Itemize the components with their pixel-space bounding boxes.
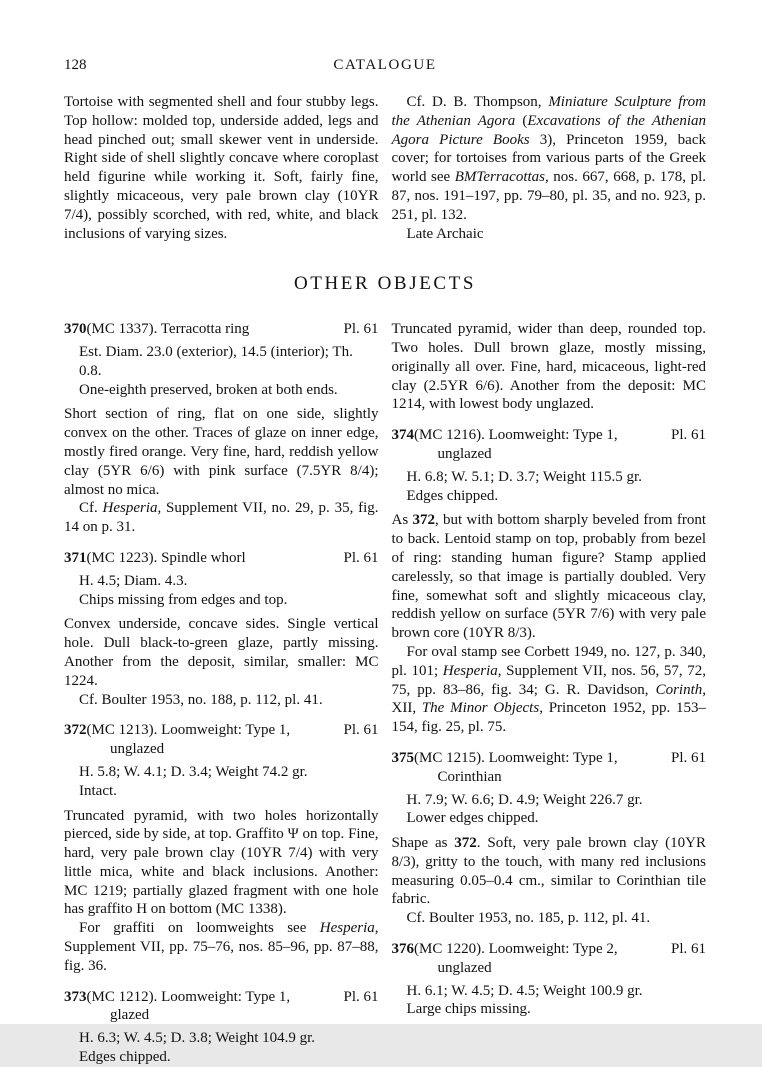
right-column: [392, 320, 707, 1019]
entry-subtitle: unglazed: [110, 741, 165, 758]
text-run: Late Archaic: [406, 225, 484, 242]
plate-reference: Pl. 61: [670, 941, 706, 958]
bold-cross-reference: 372: [412, 512, 435, 529]
text-run: Truncated pyramid, with two holes horizontally pierced, side by side, at top. Graffito Ψ on top. Fine, hard, very pale brown clay (10YR 7/4) with very little mica, white and black inclusions. Another: MC 1219; partially glazed fragment with one hole has graffito Η on bottom (MC 1338).: [64, 807, 379, 918]
plate-reference: Pl. 61: [670, 749, 706, 766]
page-header: [64, 56, 706, 75]
description-paragraph: [392, 834, 707, 909]
entry-heading: [64, 721, 379, 759]
text-run: Cf. Boulter 1953, no. 185, p. 112, pl. 41.: [406, 910, 651, 927]
measurement-line: H. 6.1; W. 4.5; D. 4.5; Weight 100.9 gr.: [406, 982, 643, 999]
entry-title: (MC 1212). Loomweight: Type 1,: [86, 988, 291, 1005]
entry-number: 375: [391, 749, 414, 766]
section-heading: OTHER OBJECTS: [293, 273, 477, 295]
intro-left-column: [64, 93, 379, 243]
entry-heading: [392, 940, 707, 978]
text-run: , XII,: [391, 681, 706, 717]
measurement-line: H. 4.5; Diam. 4.3.: [79, 572, 188, 589]
reference-paragraph: [64, 691, 379, 710]
measurement-line: Est. Diam. 23.0 (exterior), 14.5 (interior); Th. 0.8.: [79, 343, 353, 379]
italic-text: Corinth: [655, 681, 703, 698]
left-column: [64, 320, 379, 1067]
text-run: , Supplement VII, no. 29, p. 35, fig. 14 on p. 31.: [64, 500, 379, 536]
entry-title: (MC 1216). Loomweight: Type 1,: [414, 427, 618, 444]
italic-text: Miniature Sculpture from the Athenian Agora: [391, 94, 706, 129]
text-run: As: [391, 512, 413, 529]
entry-title: (MC 1337). Terracotta ring: [86, 321, 250, 338]
italic-text: The Minor Objects: [421, 700, 540, 717]
measurements: [64, 763, 379, 801]
plate-reference: Pl. 61: [343, 321, 379, 338]
text-run: Short section of ring, flat on one side, slightly convex on the other. Traces of glaze on inner edge, mostly fired orange. Very fine, hard, reddish yellow clay (5YR 6/6) with pink surface (7.5YR 8/4); almost no mica.: [64, 406, 379, 498]
description-paragraph: [64, 93, 379, 243]
reference-paragraph: [64, 499, 379, 537]
entry-heading: [64, 549, 379, 568]
entry-heading-row: [64, 549, 379, 568]
italic-text: Hesperia: [319, 920, 375, 937]
description-paragraph: [64, 615, 379, 690]
plate-reference: Pl. 61: [343, 722, 379, 739]
text-run: Cf.: [79, 500, 103, 517]
text-run: For oval stamp see Corbett 1949, no. 127, p. 340, pl. 101;: [391, 643, 706, 679]
text-run: Convex underside, concave sides. Single vertical hole. Dull black-to-green glaze, partly missing. Another from the deposit, similar, smaller: MC 1224.: [64, 616, 379, 689]
intro-right-column: [392, 93, 707, 243]
entry-number: 370: [64, 321, 87, 338]
entry-subtitle: glazed: [110, 1007, 150, 1024]
measurements: [64, 572, 379, 610]
intro-columns: [64, 93, 706, 243]
text-run: 3), Princeton 1959, back cover; for tortoises from various parts of the Greek world see: [391, 131, 706, 186]
plate-reference: Pl. 61: [670, 427, 706, 444]
entry-heading-row: [64, 721, 379, 740]
text-run: Tortoise with segmented shell and four stubby legs. Top hollow: molded top, underside added, legs and head pinched out; small skewer vent in underside. Right side of shell slightly concave where coroplast held figurine while working it. Soft, fairly fine, slightly micaceous, very pale brown clay (10YR 7/4), possibly scorched, with red, white, and black inclusions of varying sizes.: [64, 94, 379, 242]
measurement-line: H. 5.8; W. 4.1; D. 3.4; Weight 74.2 gr.: [79, 763, 308, 780]
text-run: (: [515, 112, 528, 129]
text-run: , but with bottom sharply beveled from front to back. Lentoid stamp on top, probably from bezel of ring: standing human figure? Stamp applied carelessly, so that image is partially doubled. Very fine, somewhat soft and slightly micaceous clay, reddish yellow on surface (5YR 7/6) with very pale brown core (10YR 8/3).: [391, 512, 706, 642]
text-run: Truncated pyramid, wider than deep, rounded top. Two holes. Dull brown glaze, mostly missing, originally all over. Fine, hard, micaceous, light-red clay (2.5YR 6/6). Another from the deposit: MC 1214, with lowest body unglazed.: [391, 321, 706, 413]
text-run: , Supplement VII, nos. 56, 57, 72, 75, pp. 83–86, fig. 34; G. R. Davidson,: [391, 662, 706, 698]
entry-subtitle: unglazed: [437, 445, 492, 462]
entry-number: 373: [64, 988, 87, 1005]
page-number: 128: [64, 57, 87, 73]
italic-text: BMTerracottas: [454, 169, 546, 186]
measurements: [392, 982, 707, 1020]
entry-title: (MC 1215). Loomweight: Type 1,: [414, 749, 618, 766]
measurement-line: Intact.: [79, 782, 117, 799]
plate-reference: Pl. 61: [343, 549, 379, 566]
entry-title: (MC 1213). Loomweight: Type 1,: [86, 722, 291, 739]
text-run: , Supplement VII, pp. 75–76, nos. 85–96, pp. 87–88, fig. 36.: [64, 920, 379, 974]
measurement-line: Lower edges chipped.: [406, 810, 539, 827]
measurements: [64, 343, 379, 399]
measurement-line: One-eighth preserved, broken at both ends.: [79, 381, 338, 398]
entry-subtitle: Corinthian: [437, 768, 502, 785]
dating-line: [392, 225, 707, 244]
measurement-line: Edges chipped.: [406, 487, 499, 504]
entry-title: (MC 1220). Loomweight: Type 2,: [414, 941, 618, 958]
entry-heading: [64, 988, 379, 1026]
italic-text: Hesperia: [442, 662, 498, 679]
text-run: , Princeton 1952, pp. 153–154, fig. 25, pl. 75.: [391, 700, 706, 736]
italic-text: Excavations of the Athenian Agora Picture Books: [391, 112, 706, 148]
description-paragraph: [64, 405, 379, 499]
entry-heading-row: [392, 426, 707, 445]
text-run: Shape as: [391, 835, 455, 852]
measurements: [392, 468, 707, 506]
measurement-line: Large chips missing.: [406, 1001, 531, 1018]
entry-heading-row: [392, 749, 707, 768]
plate-reference: Pl. 61: [343, 988, 379, 1005]
entry-heading-row: [392, 940, 707, 959]
measurement-line: H. 6.8; W. 5.1; D. 3.7; Weight 115.5 gr.: [406, 468, 642, 485]
measurements: [392, 791, 707, 829]
reference-paragraph: [392, 909, 707, 928]
entry-title: (MC 1223). Spindle whorl: [86, 549, 246, 566]
reference-paragraph: [392, 93, 707, 225]
entry-heading: [64, 320, 379, 339]
italic-text: Hesperia: [102, 500, 158, 517]
measurement-line: Chips missing from edges and top.: [79, 591, 288, 608]
text-run: Cf. D. B. Thompson,: [406, 94, 549, 110]
entry-subtitle: unglazed: [437, 959, 492, 976]
description-paragraph: [392, 511, 707, 643]
entry-number: 374: [391, 427, 414, 444]
measurement-line: H. 6.3; W. 4.5; D. 3.8; Weight 104.9 gr.: [79, 1030, 316, 1047]
description-paragraph: [64, 807, 379, 920]
entry-heading-row: [64, 988, 379, 1007]
reference-paragraph: [64, 919, 379, 975]
text-run: . Soft, very pale brown clay (10YR 8/3), gritty to the touch, with many red inclusions measuring 0.05–0.4 cm., similar to Corinthian tile fabric.: [391, 835, 706, 908]
reference-paragraph: [392, 643, 707, 737]
measurements: [64, 1029, 379, 1067]
measurement-line: Edges chipped.: [79, 1049, 171, 1066]
entry-heading: [392, 749, 707, 787]
entry-number: 371: [64, 549, 87, 566]
text-run: For graffiti on loomweights see: [79, 920, 320, 937]
entry-columns: [64, 320, 706, 1067]
running-head: CATALOGUE: [333, 57, 437, 73]
entry-heading: [392, 426, 707, 464]
text-run: , nos. 667, 668, p. 178, pl. 87, nos. 191–197, pp. 79–80, pl. 35, and no. 923, p. 251, pl. 132.: [391, 169, 706, 223]
description-paragraph: [392, 320, 707, 414]
bold-cross-reference: 372: [454, 835, 477, 852]
entry-number: 372: [64, 722, 87, 739]
measurement-line: H. 7.9; W. 6.6; D. 4.9; Weight 226.7 gr.: [406, 791, 643, 808]
entry-heading-row: [64, 320, 379, 339]
entry-number: 376: [391, 941, 414, 958]
text-run: Cf. Boulter 1953, no. 188, p. 112, pl. 41.: [79, 691, 323, 708]
